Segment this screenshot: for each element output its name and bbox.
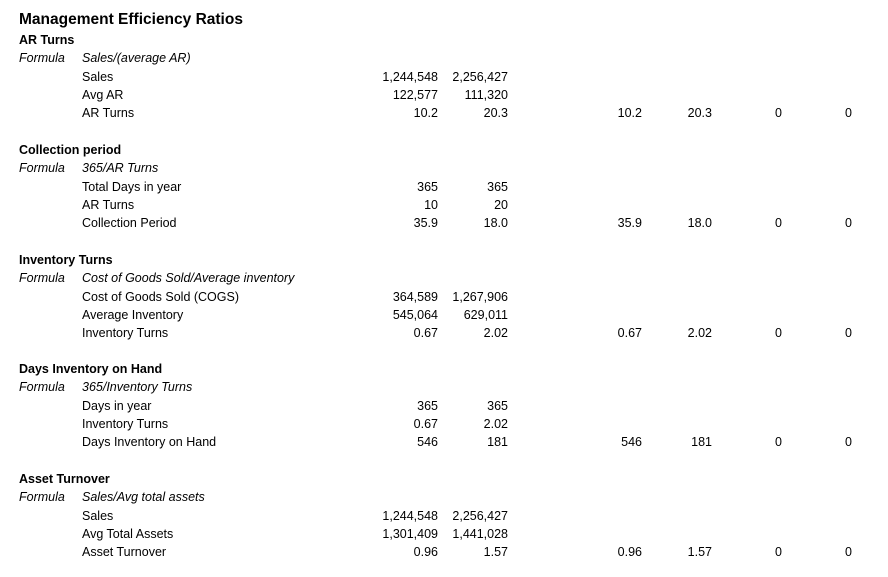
- data-row: [0, 525, 888, 543]
- row-label: Inventory Turns: [82, 416, 169, 431]
- value-cell-col3: 0.67: [617, 326, 642, 341]
- formula-text: Sales/(average AR): [82, 51, 191, 66]
- value-cell-col2: 2,256,427: [452, 69, 508, 84]
- formula-text: 365/AR Turns: [82, 161, 159, 176]
- value-cell-col6: 0: [845, 106, 852, 121]
- value-cell-col2: 365: [487, 179, 508, 194]
- formula-text: 365/Inventory Turns: [82, 380, 193, 395]
- value-cell-col2: 1.57: [483, 545, 508, 560]
- formula-text: Sales/Avg total assets: [82, 490, 205, 505]
- value-cell-col1: 365: [417, 179, 438, 194]
- value-cell-col5: 0: [775, 216, 782, 231]
- section-heading-row: [0, 251, 888, 269]
- data-row: [0, 433, 888, 451]
- value-cell-col1: 10.2: [413, 106, 438, 121]
- value-cell-col3: 546: [621, 435, 642, 450]
- row-label: Inventory Turns: [82, 326, 169, 341]
- data-row: [0, 397, 888, 415]
- formula-label: Formula: [19, 490, 65, 505]
- value-cell-col4: 18.0: [687, 216, 712, 231]
- value-cell-col1: 545,064: [392, 307, 438, 322]
- value-cell-col2: 111,320: [464, 87, 508, 102]
- data-row: [0, 306, 888, 324]
- value-cell-col6: 0: [845, 216, 852, 231]
- data-row: [0, 214, 888, 232]
- value-cell-col4: 181: [691, 435, 712, 450]
- formula-row: [0, 49, 888, 67]
- row-label: Sales: [82, 69, 114, 84]
- value-cell-col1: 35.9: [413, 216, 438, 231]
- section-heading: AR Turns: [19, 33, 75, 47]
- formula-label: Formula: [19, 271, 65, 286]
- value-cell-col5: 0: [775, 326, 782, 341]
- data-row: [0, 178, 888, 196]
- value-cell-col5: 0: [775, 545, 782, 560]
- value-cell-col2: 2.02: [483, 416, 508, 431]
- value-cell-col2: 1,267,906: [452, 289, 508, 304]
- data-row: [0, 288, 888, 306]
- section-heading: Asset Turnover: [19, 472, 110, 486]
- ratio-section: [0, 360, 888, 451]
- value-cell-col2: 1,441,028: [452, 526, 508, 541]
- value-cell-col2: 2.02: [483, 326, 508, 341]
- value-cell-col5: 0: [775, 435, 782, 450]
- data-row: [0, 507, 888, 525]
- row-label: Asset Turnover: [82, 545, 167, 560]
- value-cell-col2: 2,256,427: [452, 508, 508, 523]
- row-label: Total Days in year: [82, 179, 182, 194]
- value-cell-col1: 122,577: [392, 87, 438, 102]
- data-row: [0, 196, 888, 214]
- row-label: Collection Period: [82, 216, 177, 231]
- section-heading-row: [0, 31, 888, 49]
- value-cell-col2: 181: [487, 435, 508, 450]
- row-label: Sales: [82, 508, 114, 523]
- row-label: AR Turns: [82, 106, 135, 121]
- ratio-section: [0, 470, 888, 561]
- ratio-section: [0, 31, 888, 122]
- ratio-section: [0, 251, 888, 342]
- formula-label: Formula: [19, 51, 65, 66]
- value-cell-col6: 0: [845, 545, 852, 560]
- formula-row: [0, 488, 888, 506]
- value-cell-col4: 1.57: [687, 545, 712, 560]
- value-cell-col1: 0.96: [413, 545, 438, 560]
- value-cell-col4: 2.02: [687, 326, 712, 341]
- data-row: [0, 543, 888, 561]
- value-cell-col1: 1,244,548: [382, 69, 438, 84]
- ratio-section: [0, 141, 888, 232]
- formula-row: [0, 269, 888, 287]
- formula-text: Cost of Goods Sold/Average inventory: [82, 271, 295, 286]
- value-cell-col1: 0.67: [413, 416, 438, 431]
- row-label: Average Inventory: [82, 307, 184, 322]
- value-cell-col5: 0: [775, 106, 782, 121]
- section-heading-row: [0, 470, 888, 488]
- value-cell-col2: 20: [494, 197, 508, 212]
- value-cell-col6: 0: [845, 326, 852, 341]
- sheet-title: Management Efficiency Ratios: [19, 11, 243, 28]
- value-cell-col6: 0: [845, 435, 852, 450]
- value-cell-col1: 546: [417, 435, 438, 450]
- value-cell-col1: 365: [417, 398, 438, 413]
- row-label: Days in year: [82, 398, 152, 413]
- value-cell-col2: 365: [487, 398, 508, 413]
- data-row: [0, 86, 888, 104]
- data-row: [0, 104, 888, 122]
- formula-row: [0, 159, 888, 177]
- section-heading: Inventory Turns: [19, 253, 113, 267]
- value-cell-col1: 10: [424, 197, 438, 212]
- section-heading-row: [0, 360, 888, 378]
- value-cell-col3: 35.9: [617, 216, 642, 231]
- value-cell-col2: 629,011: [463, 307, 508, 322]
- value-cell-col1: 1,244,548: [382, 508, 438, 523]
- section-heading-row: [0, 141, 888, 159]
- value-cell-col2: 20.3: [483, 106, 508, 121]
- formula-label: Formula: [19, 380, 65, 395]
- row-label: Cost of Goods Sold (COGS): [82, 289, 240, 304]
- value-cell-col4: 20.3: [687, 106, 712, 121]
- value-cell-col1: 364,589: [392, 289, 438, 304]
- value-cell-col2: 18.0: [483, 216, 508, 231]
- value-cell-col3: 0.96: [617, 545, 642, 560]
- row-label: Days Inventory on Hand: [82, 435, 217, 450]
- section-heading: Days Inventory on Hand: [19, 362, 163, 376]
- row-label: Avg Total Assets: [82, 526, 174, 541]
- value-cell-col3: 10.2: [617, 106, 642, 121]
- row-label: AR Turns: [82, 197, 135, 212]
- value-cell-col1: 1,301,409: [382, 526, 438, 541]
- value-cell-col1: 0.67: [413, 326, 438, 341]
- data-row: [0, 68, 888, 86]
- data-row: [0, 324, 888, 342]
- formula-row: [0, 378, 888, 396]
- section-heading: Collection period: [19, 143, 122, 157]
- row-label: Avg AR: [82, 87, 124, 102]
- formula-label: Formula: [19, 161, 65, 176]
- data-row: [0, 415, 888, 433]
